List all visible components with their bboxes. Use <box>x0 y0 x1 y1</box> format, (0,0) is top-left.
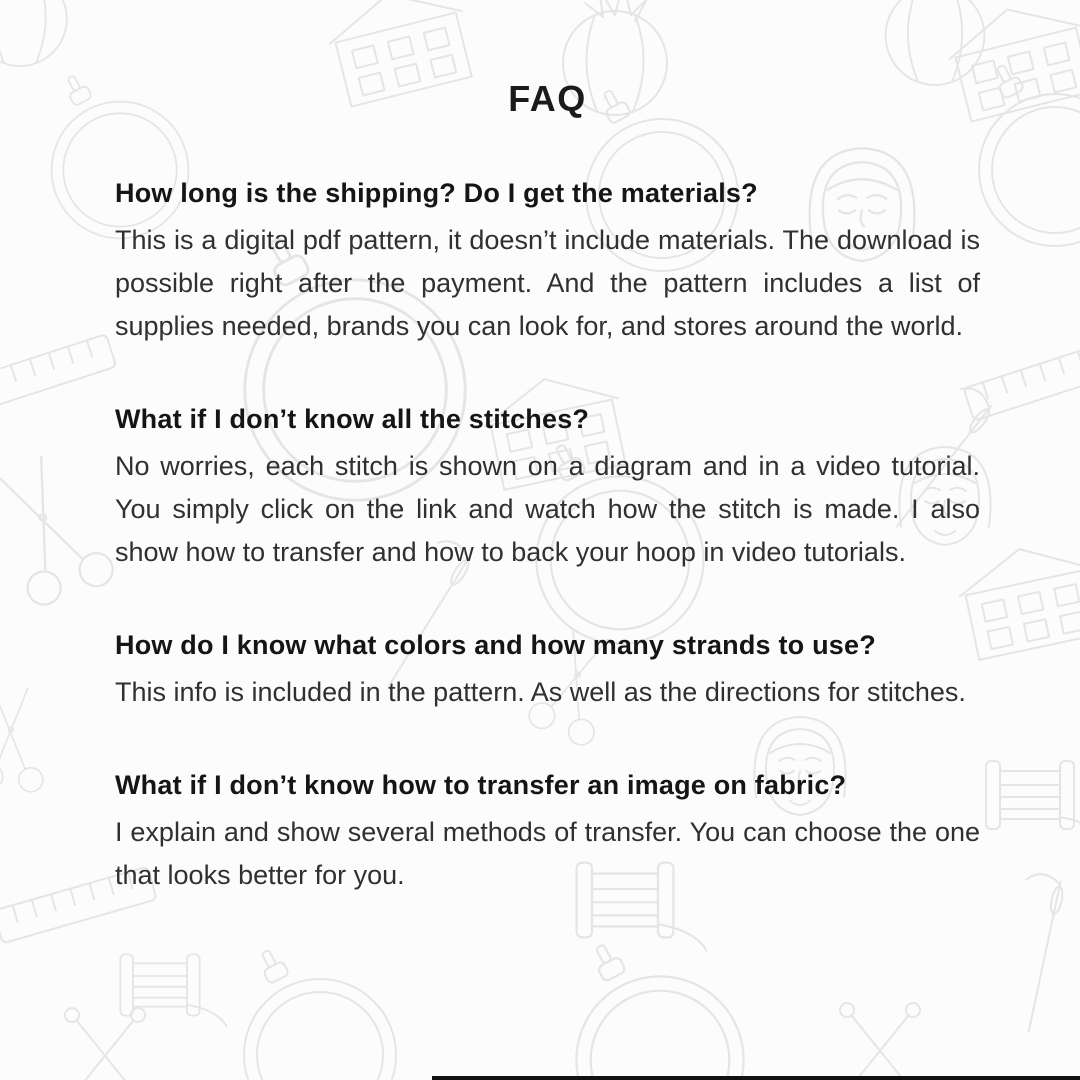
pincushion-icon <box>0 0 67 66</box>
crossed-pins-icon <box>840 1003 920 1080</box>
faq-answer: No worries, each stitch is shown on a diagram and in a video tutorial. You simply click on the link and watch how the stitch is made. I also show how to transfer and how to back your hoop in video tutorials. <box>115 451 980 567</box>
thread-spool-icon <box>986 761 1080 841</box>
needle-icon <box>996 871 1067 1032</box>
faq-content <box>115 78 980 897</box>
faq-question: What if I don’t know how to transfer an image on fabric? <box>115 770 847 800</box>
faq-question: How long is the shipping? Do I get the materials? <box>115 178 758 208</box>
ruler-icon <box>0 334 116 416</box>
faq-question: How do I know what colors and how many strands to use? <box>115 630 876 660</box>
embroidery-hoop-icon <box>576 941 743 1080</box>
bottom-bar <box>432 1076 1080 1080</box>
faq-question: What if I don’t know all the stitches? <box>115 404 590 434</box>
crossed-pins-icon <box>65 1008 145 1080</box>
embroidery-hoop-icon <box>244 947 396 1080</box>
ruler-icon <box>964 339 1080 421</box>
faq-answer: This info is included in the pattern. As well as the directions for stitches. <box>115 677 966 707</box>
embroidery-hoop-icon <box>979 62 1080 246</box>
pincushion-icon <box>886 0 985 85</box>
faq-item <box>115 404 980 574</box>
faq-item <box>115 770 980 897</box>
thread-spool-icon <box>120 954 226 1026</box>
faq-item <box>115 630 980 714</box>
faq-answer: I explain and show several methods of transfer. You can choose the one that looks better for you. <box>115 817 980 890</box>
scissors-icon <box>0 689 43 792</box>
faq-answer: This is a digital pdf pattern, it doesn’t include materials. The download is possible right after the payment. And the pattern includes a list of supplies needed, brands you can look for, and stores around the world. <box>115 225 980 341</box>
scissors-icon <box>0 448 118 613</box>
page-title: FAQ <box>508 78 587 119</box>
faq-item <box>115 178 980 348</box>
